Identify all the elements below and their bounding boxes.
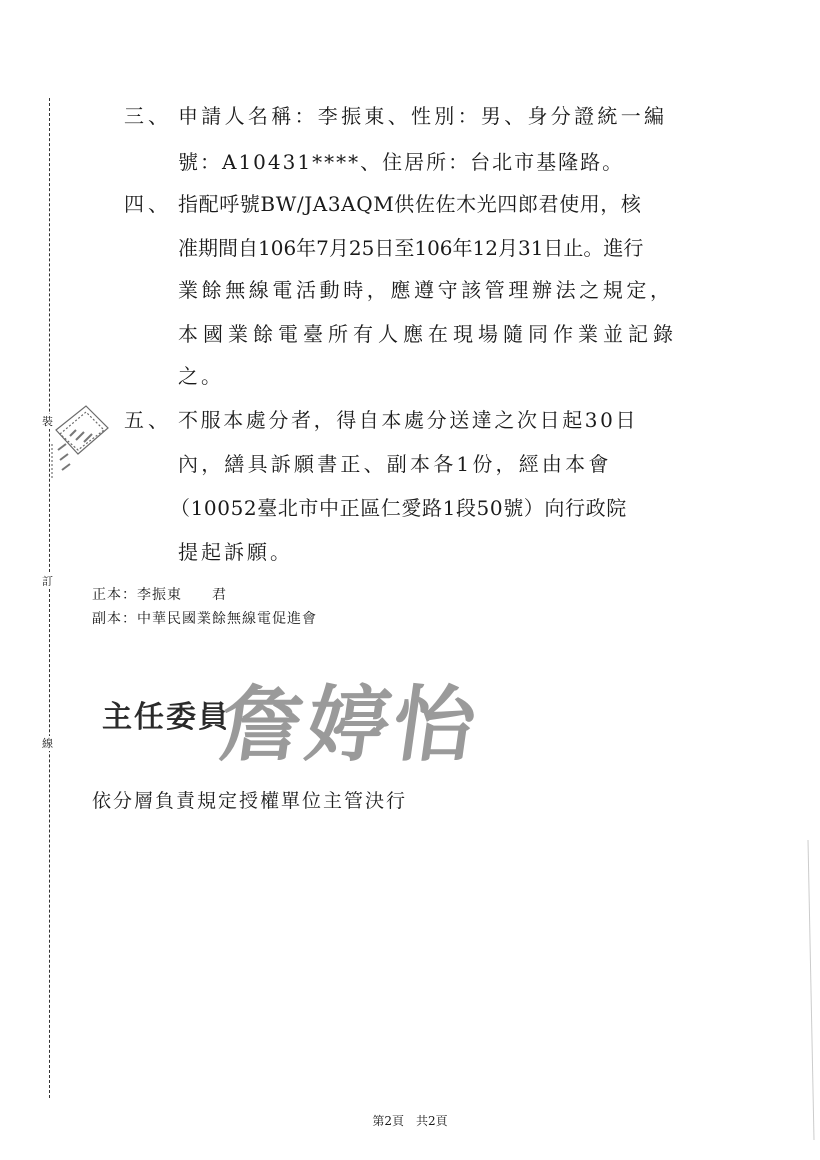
scan-edge-mark [806, 840, 816, 1140]
item-5-number: 五、 [124, 408, 172, 432]
signatory-title: 主任委員 [102, 700, 230, 735]
copy-recipient: 副本：中華民國業餘無線電促進會 [92, 611, 317, 627]
item-4-line-4: 本國業餘電臺所有人應在現場隨同作業並記錄 [178, 322, 678, 346]
delegation-note: 依分層負責規定授權單位主管決行 [92, 790, 408, 812]
page-footer: 第2頁 共2頁 [372, 1114, 448, 1128]
binding-mark-middle: 訂 [42, 575, 53, 588]
item-5-line-2: 內，繕具訴願書正、副本各1份，經由本會 [178, 452, 612, 476]
item-5-line-1: 不服本處分者，得自本處分送達之次日起30日 [178, 408, 639, 432]
item-4-line-3: 業餘無線電活動時，應遵守該管理辦法之規定， [178, 278, 674, 302]
item-4-number: 四、 [124, 192, 172, 216]
item-4-line-5: 之。 [178, 364, 224, 388]
binding-mark-bottom: 線 [42, 737, 53, 750]
binding-mark-top: 裝 [42, 415, 53, 428]
item-5-line-3: （10052臺北市中正區仁愛路1段50號）向行政院 [170, 496, 627, 520]
item-3-line-1: 申請人名稱：李振東、性別：男、身分證統一編 [178, 104, 668, 128]
item-4-line-1: 指配呼號BW/JA3AQM供佐佐木光四郎君使用，核 [178, 192, 642, 216]
item-3-number: 三、 [124, 104, 172, 128]
signatory-name: 詹婷怡 [214, 678, 486, 773]
item-5-line-4: 提起訴願。 [178, 540, 293, 564]
item-3-line-2: 號：A10431****、住居所：台北市基隆路。 [178, 150, 625, 174]
seam-stamp-icon [46, 400, 112, 484]
binding-line [49, 98, 50, 1098]
original-recipient: 正本：李振東 君 [92, 587, 227, 603]
item-4-line-2: 准期間自106年7月25日至106年12月31日止。進行 [178, 236, 644, 260]
